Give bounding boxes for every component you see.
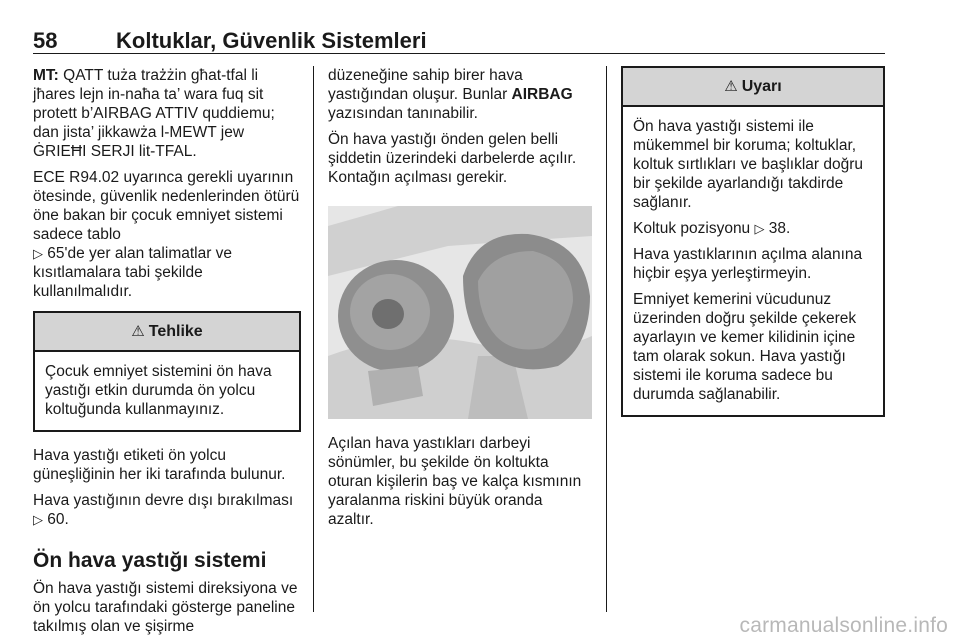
section-intro: Ön hava yastığı sistemi direksiyona ve ön yolcu tarafındaki gösterge paneline takılmış olan ve şişirme (33, 580, 298, 635)
column-divider-2 (606, 66, 607, 612)
header-rule (33, 53, 885, 54)
ece-paragraph (33, 168, 301, 301)
illustration-caption: Açılan hava yastıkları darbeyi sönümler, bu şekilde ön koltukta oturan kişilerin baş ve kalça kısmının yaralanma riskini büyük oranda azaltır. (328, 435, 582, 528)
danger-box-text: Çocuk emniyet sistemini ön hava yastığı etkin durumda ön yolcu koltuğunda kullanmayınız. (45, 363, 272, 418)
warning-p1: Ön hava yastığı sistemi ile mükemmel bir koruma; koltuklar, koltuk sırtlıkları ve başlıklar doğru bir şekilde ayarlandığı takdirde sağlanır. (633, 118, 864, 211)
danger-box-title: Tehlike (148, 323, 203, 340)
warning-box-header (623, 68, 883, 107)
ece-text-1: ECE R94.02 uyarınca gerekli uyarının ötesinde, güvenlik nedenlerinden ötürü öne bakan bir çocuk emniyet sistemi sadece tablo (33, 169, 300, 243)
seat-position-ref-page: 38. (764, 220, 791, 237)
warning-box-title: Uyarı (741, 78, 782, 95)
page-title: Koltuklar, Güvenlik Sistemleri (116, 28, 427, 53)
warning-box-body (623, 107, 883, 415)
warning-box (621, 66, 885, 417)
deployed-airbags-illustration (328, 206, 592, 419)
danger-box (33, 311, 301, 432)
column-divider-1 (313, 66, 314, 612)
airbag-description (328, 66, 592, 123)
deactivation-paragraph (33, 491, 301, 529)
warning-p2 (633, 219, 873, 238)
trigger-text: Ön hava yastığı önden gelen belli şiddetin üzerindeki darbelerde açılır. Kontağın açılması gerekir. (328, 131, 577, 186)
airbag-label: AIRBAG (511, 86, 573, 103)
ece-text-2: 65'de yer alan talimatlar ve kısıtlamalara tabi şekilde kullanılmalıdır. (33, 245, 233, 300)
mt-label: MT: (33, 67, 59, 84)
warning-triangle-icon: ⚠ (131, 323, 145, 340)
danger-box-body (35, 352, 299, 430)
deactivation-text: Hava yastığının devre dışı bırakılması (33, 492, 294, 509)
maltese-warning (33, 66, 301, 161)
watermark: carmanualsonline.info (739, 614, 948, 637)
ref-arrow-icon[interactable]: ▷ (33, 512, 43, 527)
mt-text: QATT tuża traż̇żin għat-tfal li jħares lejn in-naħa ta’ wara fuq sit protett b’AIRBAG ATTIV quddiemu; dan jista’ jikkawża l-MEWT jew ĠRIEĦI SERJI lit-TFAL. (33, 67, 275, 160)
deactivation-ref-page: 60. (43, 511, 69, 528)
continued-text: düzeneğine sahip birer hava yastığından oluşur. Bunlar (328, 67, 523, 103)
column-left (33, 66, 301, 643)
column-middle (328, 66, 592, 536)
danger-box-header (35, 313, 299, 352)
page-number: 58 (33, 28, 58, 53)
seat-position-text: Koltuk pozisyonu (633, 220, 755, 237)
column-right (621, 66, 885, 431)
warning-p4: Emniyet kemerini vücudunuz üzerinden doğru şekilde çekerek ayarlayın ve kemer kilidinin içine tam olarak sokun. Hava yastığı sistemi ile koruma sadece bu durumda sağlanabilir. (633, 291, 857, 403)
ref-arrow-icon[interactable]: ▷ (33, 246, 43, 261)
continued-text-2: yazısından tanınabilir. (328, 105, 478, 122)
driver-airbag-center (372, 299, 404, 329)
warning-triangle-icon: ⚠ (724, 78, 738, 95)
ref-arrow-icon[interactable]: ▷ (754, 221, 765, 236)
section-heading: Ön hava yastığı sistemi (33, 549, 267, 572)
warning-p3: Hava yastıklarının açılma alanına hiçbir eşya yerleştirmeyin. (633, 246, 863, 282)
label-location-text: Hava yastığı etiketi ön yolcu güneşliğinin her iki tarafında bulunur. (33, 447, 286, 483)
